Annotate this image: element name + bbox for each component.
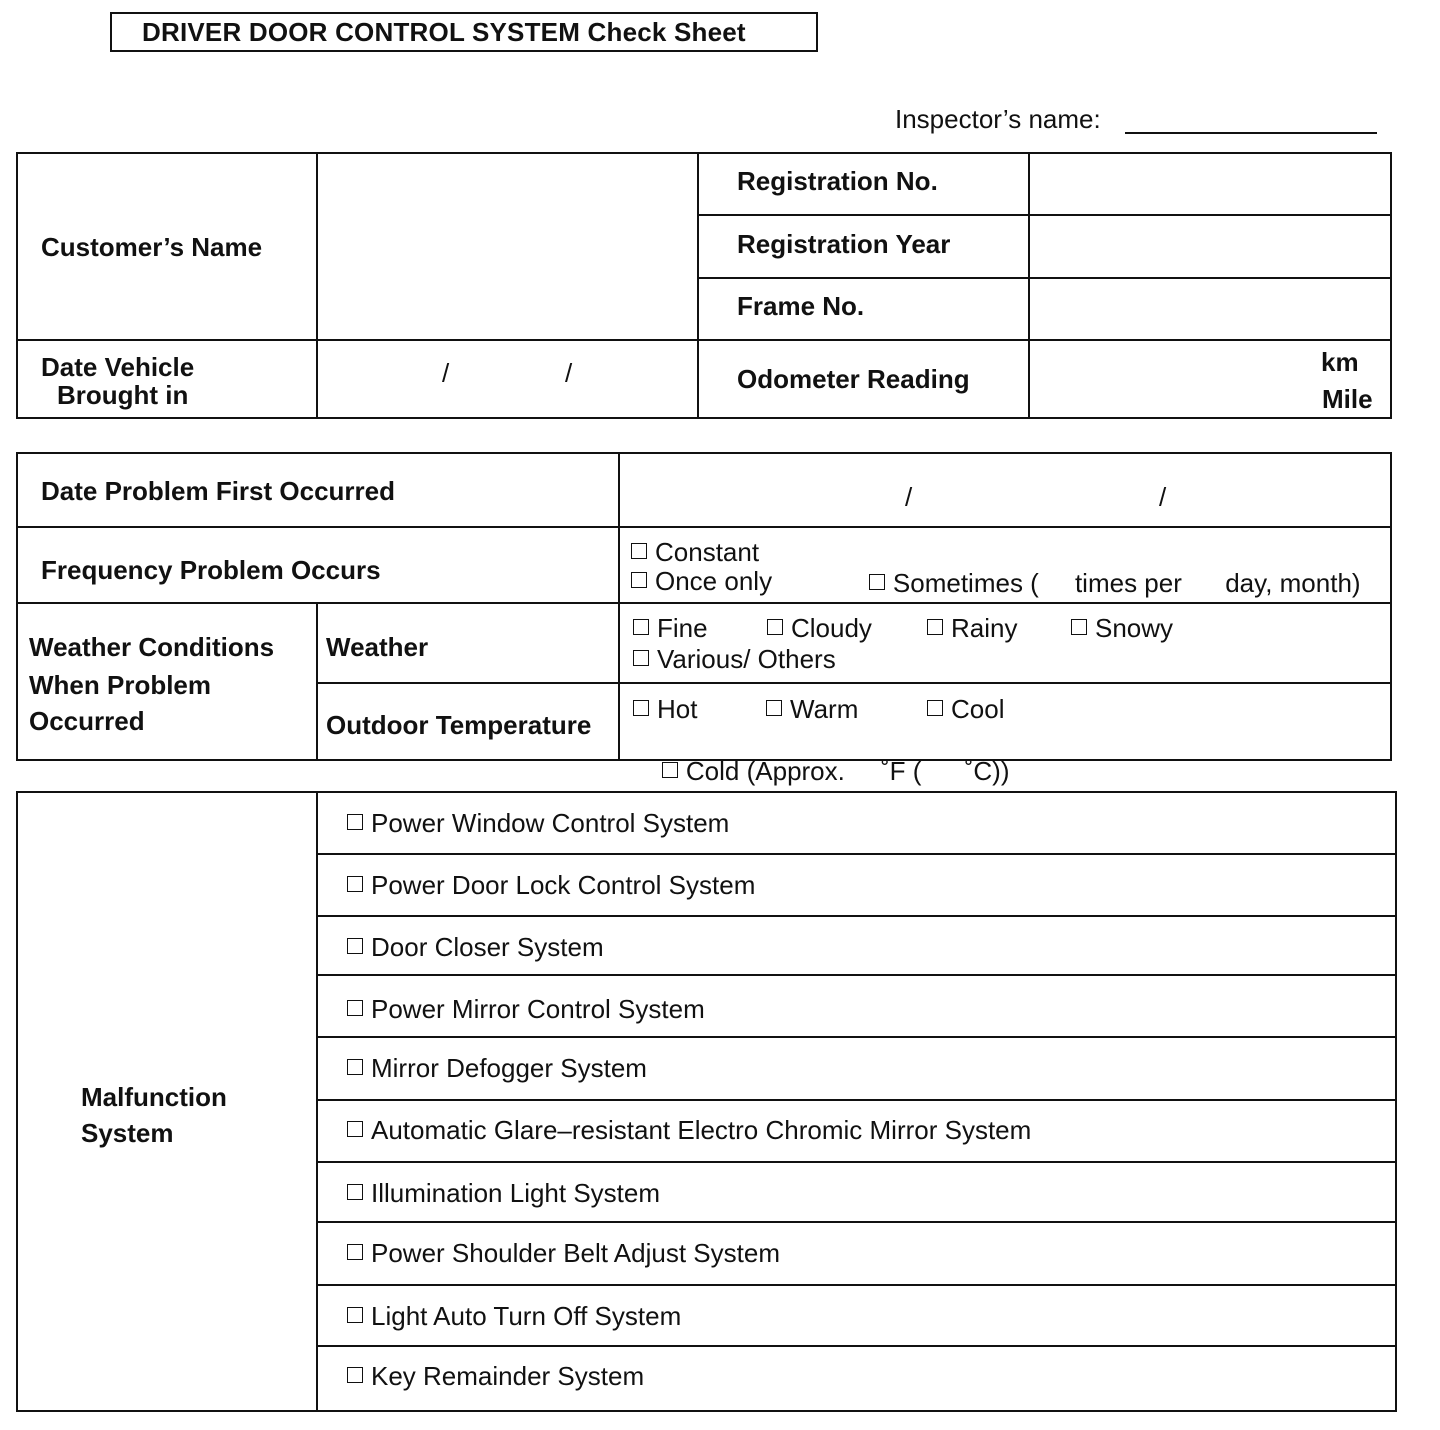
- customer-name-field[interactable]: [318, 154, 695, 338]
- checkbox-icon[interactable]: [347, 938, 363, 954]
- checkbox-icon[interactable]: [347, 876, 363, 892]
- checkbox-icon[interactable]: [927, 700, 943, 716]
- checkbox-icon[interactable]: [347, 1121, 363, 1137]
- temperature-label: Outdoor Temperature: [326, 710, 592, 740]
- customer-name-label: Customer’s Name: [41, 232, 263, 262]
- checkbox-icon[interactable]: [869, 574, 885, 590]
- malfunction-option-mirror-defogger[interactable]: Mirror Defogger System: [347, 1053, 647, 1084]
- date-first-occurred-label: Date Problem First Occurred: [41, 476, 395, 506]
- checkbox-icon[interactable]: [633, 650, 649, 666]
- registration-no-label: Registration No.: [737, 166, 938, 196]
- inspector-label: Inspector’s name:: [895, 104, 1101, 134]
- odometer-unit-mile: Mile: [1322, 384, 1373, 414]
- checkbox-icon[interactable]: [631, 543, 647, 559]
- weather-rainy-option[interactable]: Rainy: [927, 613, 1017, 644]
- registration-no-field[interactable]: [1030, 154, 1389, 213]
- frequency-constant-option[interactable]: Constant: [631, 537, 759, 568]
- date-brought-label-line2: Brought in: [57, 380, 189, 410]
- checkbox-icon[interactable]: [347, 1367, 363, 1383]
- temperature-warm-option[interactable]: Warm: [766, 694, 858, 725]
- temperature-cold-option[interactable]: Cold (Approx. ˚F ( ˚C)): [633, 725, 1010, 818]
- temperature-hot-option[interactable]: Hot: [633, 694, 697, 725]
- checkbox-icon[interactable]: [347, 1307, 363, 1323]
- checkbox-icon[interactable]: [631, 572, 647, 588]
- registration-year-label: Registration Year: [737, 229, 951, 259]
- checkbox-icon[interactable]: [347, 1184, 363, 1200]
- weather-various-option[interactable]: Various/ Others: [633, 644, 836, 675]
- malfunction-option-key-remainder[interactable]: Key Remainder System: [347, 1361, 644, 1392]
- malfunction-option-light-auto-turn-off[interactable]: Light Auto Turn Off System: [347, 1301, 681, 1332]
- sheet-title-box: [110, 12, 818, 52]
- malfunction-option-power-door-lock[interactable]: Power Door Lock Control System: [347, 870, 755, 901]
- checkbox-icon[interactable]: [927, 619, 943, 635]
- date-first-separator-1: /: [905, 482, 913, 512]
- weather-conditions-label-line3: Occurred: [29, 706, 145, 736]
- malfunction-label-line1: Malfunction: [81, 1082, 227, 1112]
- frame-no-label: Frame No.: [737, 291, 865, 321]
- checkbox-icon[interactable]: [633, 619, 649, 635]
- frame-no-field[interactable]: [1030, 279, 1389, 338]
- temperature-cool-option[interactable]: Cool: [927, 694, 1004, 725]
- malfunction-option-door-closer[interactable]: Door Closer System: [347, 932, 604, 963]
- checkbox-icon[interactable]: [662, 762, 678, 778]
- registration-year-field[interactable]: [1030, 216, 1389, 276]
- weather-conditions-label-line2: When Problem: [29, 670, 212, 700]
- weather-conditions-label-line1: Weather Conditions: [29, 632, 275, 662]
- checkbox-icon[interactable]: [633, 700, 649, 716]
- odometer-field[interactable]: [1030, 341, 1310, 416]
- date-first-occurred-field[interactable]: [620, 454, 1388, 525]
- malfunction-option-glare-resistant-mirror[interactable]: Automatic Glare–resistant Electro Chromic Mirror System: [347, 1115, 1031, 1146]
- checkbox-icon[interactable]: [347, 814, 363, 830]
- weather-cloudy-option[interactable]: Cloudy: [767, 613, 872, 644]
- weather-fine-option[interactable]: Fine: [633, 613, 708, 644]
- checkbox-icon[interactable]: [347, 1244, 363, 1260]
- frequency-label: Frequency Problem Occurs: [41, 555, 381, 585]
- date-first-separator-2: /: [1159, 482, 1167, 512]
- odometer-unit-km: km: [1321, 347, 1359, 377]
- checkbox-icon[interactable]: [1071, 619, 1087, 635]
- sheet-title: DRIVER DOOR CONTROL SYSTEM Check Sheet: [142, 16, 746, 47]
- frequency-sometimes-option[interactable]: Sometimes ( times per day, month): [840, 537, 1361, 630]
- malfunction-option-power-mirror[interactable]: Power Mirror Control System: [347, 994, 705, 1025]
- frequency-once-only-option[interactable]: Once only: [631, 566, 772, 597]
- date-brought-separator-1: /: [442, 358, 450, 388]
- malfunction-option-power-window[interactable]: Power Window Control System: [347, 808, 729, 839]
- malfunction-option-illumination-light[interactable]: Illumination Light System: [347, 1178, 660, 1209]
- date-brought-separator-2: /: [565, 358, 573, 388]
- date-brought-field[interactable]: [318, 341, 695, 416]
- checkbox-icon[interactable]: [767, 619, 783, 635]
- date-brought-label-line1: Date Vehicle: [41, 352, 195, 382]
- weather-label: Weather: [326, 632, 429, 662]
- malfunction-option-shoulder-belt[interactable]: Power Shoulder Belt Adjust System: [347, 1238, 780, 1269]
- inspector-name-field[interactable]: [1125, 132, 1377, 134]
- checkbox-icon[interactable]: [766, 700, 782, 716]
- checkbox-icon[interactable]: [347, 1059, 363, 1075]
- weather-snowy-option[interactable]: Snowy: [1071, 613, 1173, 644]
- odometer-label: Odometer Reading: [737, 364, 970, 394]
- malfunction-label-line2: System: [81, 1118, 174, 1148]
- checkbox-icon[interactable]: [347, 1000, 363, 1016]
